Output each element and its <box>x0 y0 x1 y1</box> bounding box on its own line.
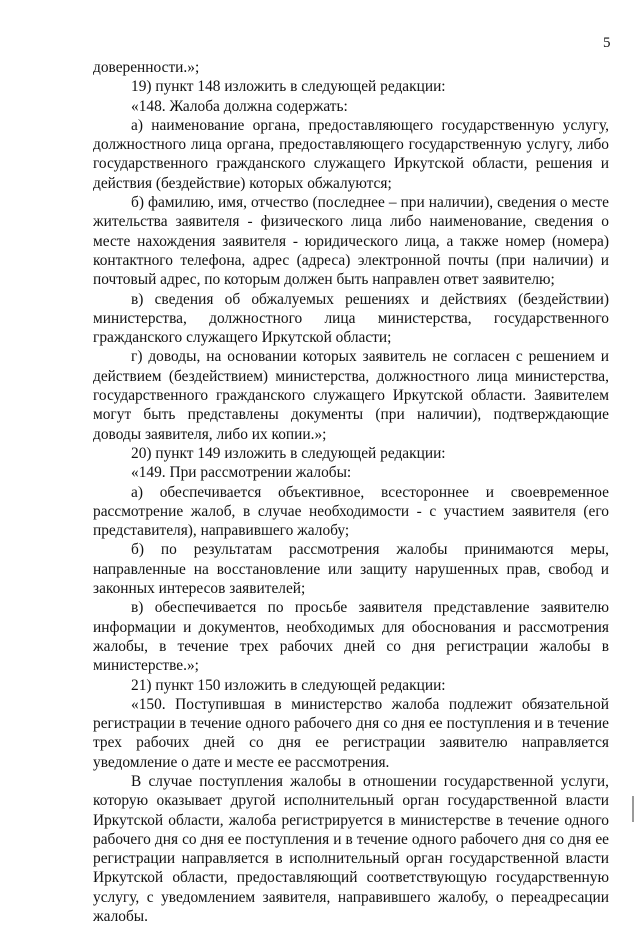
paragraph: в) сведения об обжалуемых решениях и действиях (бездействии) министерства, должностного лица министерства, государственного гражданского служащего Иркутской области; <box>93 290 609 347</box>
paragraph: «150. Поступившая в министерство жалоба подлежит обязательной регистрации в течение одного рабочего дня со дня ее поступления и в течение трех рабочих дней со дня ее регистрации заявителю направляется уведомление о дате и месте ее рассмотрения. <box>93 695 609 771</box>
paragraph: а) обеспечивается объективное, всестороннее и своевременное рассмотрение жалоб, в случае необходимости - с участием заявителя (его представителя), направившего жалобу; <box>93 483 609 540</box>
paragraph: а) наименование органа, предоставляющего государственную услугу, должностного лица органа, предоставляющего государственную услугу, либо государственного гражданского служащего Иркутской области, решения и действия (бездействие) которых обжалуются; <box>93 116 609 192</box>
paragraph: «148. Жалоба должна содержать: <box>131 97 348 115</box>
paragraph: г) доводы, на основании которых заявитель не согласен с решением и действием (бездействием) министерства, должностного лица министерства, государственного гражданского служащего Иркутской области. Заявителем могут быть представлены документы (при наличии), подтверждающие доводы заявителя, либо их копии.»; <box>93 348 609 443</box>
paragraph: «149. При рассмотрении жалобы: <box>131 464 352 482</box>
paragraph: б) по результатам рассмотрения жалобы принимаются меры, направленные на восстановление или защиту нарушенных прав, свобод и законных интересов заявителей; <box>93 541 609 598</box>
scan-edge-mark <box>632 796 634 822</box>
paragraph: 19) пункт 148 изложить в следующей редакции: <box>131 78 446 96</box>
paragraph: 20) пункт 149 изложить в следующей редакции: <box>131 444 446 462</box>
paragraph: б) фамилию, имя, отчество (последнее – при наличии), сведения о месте жительства заявителя - физического лица либо наименование, сведения о месте нахождения заявителя - юридического лица, а также номер (номера) контактного телефона, адрес (адреса) электронной почты (при наличии) и почтовый адрес, по которым должен быть направлен ответ заявителю; <box>93 194 609 289</box>
paragraph: В случае поступления жалобы в отношении государственной услуги, которую оказывает другой исполнительный орган государственной власти Иркутской области, жалоба регистрируется в министерстве в течение одного рабочего дня со дня ее поступления и в течение одного рабочего дня со дня ее регистрации направляется в исполнительный орган государственной власти Иркутской области, предоставляющий соответствующую государственную услугу, с уведомлением заявителя, направившего жалобу, о переадресации жалобы. <box>93 772 609 926</box>
paragraph: доверенности.»; <box>93 59 200 76</box>
paragraph: в) обеспечивается по просьбе заявителя представление заявителю информации и документов, необходимых для обоснования и рассмотрения жалобы, в течение трех рабочих дней со дня регистрации жалобы в министерстве.»; <box>93 599 609 675</box>
page-number: 5 <box>603 35 611 51</box>
paragraph: 21) пункт 150 изложить в следующей редакции: <box>131 676 446 694</box>
document-body <box>93 58 609 926</box>
